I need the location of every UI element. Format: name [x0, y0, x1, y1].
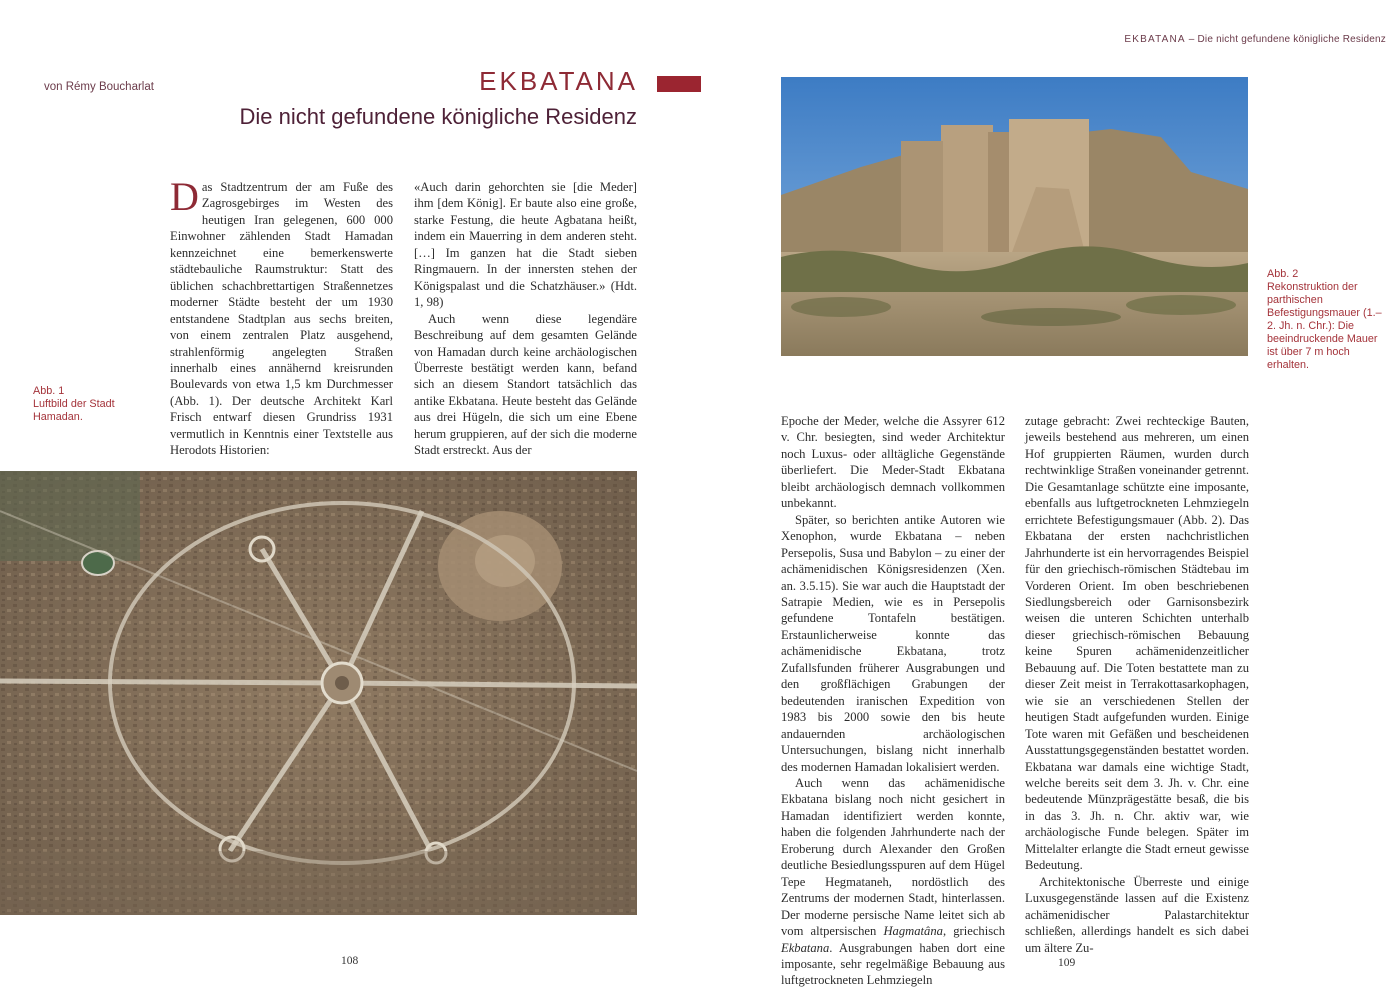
page-number-right: 109: [1058, 957, 1076, 969]
title-accent-bar: [657, 76, 701, 92]
intro-paragraph: [170, 174, 393, 459]
aerial-photo-hamadan: [0, 471, 637, 915]
drop-cap: D: [170, 174, 199, 219]
caption-text: Luftbild der Stadt Hamadan.: [33, 398, 115, 423]
text-run: Auch wenn das achämenidische Ekbatana bislang noch nicht gesichert in Hamadan identifiziert werden konnte, haben die folgenden Jahrhunderte nach der Eroberung durch Alexander den Großen deutliche Besiedlungsspuren auf dem Hügel Tepe Hegmataneh, nordöstlich des Zentrums der modernen Stadt, hinterlassen. Der moderne persische Name leitet sich ab vom altpersischen: [781, 775, 1005, 939]
left-column-1: [170, 174, 393, 459]
left-column-2: [414, 179, 637, 459]
right-column-2: [1025, 413, 1249, 956]
caption-text: Rekonstruktion der parthischen Befestigungsmauer (1.–2. Jh. n. Chr.): Die beeindruckende Mauer ist über 7 m hoch erhalten.: [1267, 281, 1382, 371]
wall-photo-graphic: [781, 77, 1248, 356]
running-header-subtitle: – Die nicht gefundene königliche Residenz: [1185, 34, 1386, 45]
article-title: EKBATANA: [479, 66, 638, 96]
herodotus-quote: «Auch darin gehorchten sie [die Meder] ihm [dem König]. Er baute also eine große, starke Festung, die heute Agbatana heißt, indem ein Mauerring in dem anderen steht. […] Im ganzen hat die Stadt sieben Ringmauern. In der innersten stehen der Königspalast und die Schatzhäuser.» (Hdt. 1, 98): [414, 180, 637, 310]
running-header: [1124, 34, 1386, 45]
paragraph: Auch wenn diese legendäre Beschreibung auf dem gesamten Gelände von Hamadan durch keine archäologischen Überreste bestätigt werden kann, befand sich an diesem Standort tatsächlich das antike Ekbatana. Heute besteht das Gelände aus drei Hügeln, die sich um eine Ebene herum gruppieren, auf der sich die moderne Stadt erstreckt. Aus der: [414, 311, 637, 458]
aerial-photo-graphic: [0, 471, 637, 915]
paragraph: Später, so berichten antike Autoren wie Xenophon, wurde Ekbatana – neben Persepolis, Susa und Babylon – zu einer der achämenidischen Königsresidenzen (Xen. an. 3.5.15). Sie war auch die Hauptstadt der Satrapie Medien, wie es in Persepolis gefundene Tontafeln bestätigen. Erstaunlicherweise konnte das achämenidische Ekbatana, trotz Zufallsfunden früherer Ausgrabungen und den großflächigen Grabungen der bedeutenden iranischen Expedition von 1983 bis 2000 sowie den bis heute andauernden archäologischen Untersuchungen, bislang nicht innerhalb des modernen Hamadan lokalisiert werden.: [781, 512, 1005, 774]
right-column-1: [781, 413, 1005, 989]
paragraph: Epoche der Meder, welche die Assyrer 612 v. Chr. besiegten, sind weder Architektur noch Luxus- oder alltägliche Gegenstände überliefert. Die Meder-Stadt Ekbatana bleibt archäologisch demnach vollkommen unbekannt.: [781, 414, 1005, 511]
paragraph: Architektonische Überreste und einige Luxusgegenstände lassen auf die Existenz achämenidischer Palastarchitektur schließen, allerdings handelt es sich dabei um ältere Zu-: [1025, 874, 1249, 955]
running-header-title: EKBATANA: [1124, 34, 1186, 45]
article-subtitle: Die nicht gefundene königliche Residenz: [239, 104, 637, 129]
caption-label: Abb. 1: [33, 385, 65, 397]
caption-abb-1: [33, 385, 133, 424]
paragraph: zutage gebracht: Zwei rechteckige Bauten, jeweils bestehend aus mehreren, um einen Hof gruppierten Räumen, wurden durch rechtwinklige Straßen voneinander getrennt. Die Gesamtanlage schützte eine imposante, ebenfalls aus luftgetrockneten Lehmziegeln errichtete Befestigungsmauer (Abb. 2). Das Ekbatana der ersten nachchristlichen Jahrhunderte ist ein hervorragendes Beispiel für den griechisch-römischen Städtebau im Vorderen Orient. Im oben beschriebenen Siedlungsbereich oder Garnisonsbezirk weisen die unteren Schichten unterhalb dieser griechisch-römischen Bebauung keine Spuren achämenidenzeitlicher Bebauung auf. Die Toten bestattete man zu dieser Zeit meist in Terrakottasarkophagen, wie sie an verschiedenen Stellen der heutigen Stadt aufgefunden wurden. Einige Tote waren mit Gefäßen und bescheidenen Ausstattungsgegenständen bestattet worden. Ekbatana war damals eine wichtige Stadt, welche bereits seit dem 3. Jh. v. Chr. eine bedeutende Münzprägestätte besaß, die bis in das 3. Jh. n. Chr. aktiv war, wie archäologische Funde belegen. Später im Mittelalter erlangte die Stadt erneut gewisse Bedeutung.: [1025, 414, 1249, 873]
italic-term: Hagmatâna: [883, 924, 943, 939]
author-line: von Rémy Boucharlat: [44, 81, 154, 93]
page-number-left: 108: [341, 955, 359, 967]
paragraph: [781, 775, 1005, 989]
caption-abb-2: [1267, 268, 1387, 372]
fortification-wall-photo: [781, 77, 1248, 356]
text-run: . Ausgrabungen haben dort eine imposante, sehr regelmäßige Bebauung aus luftgetrockneten Lehmziegeln: [781, 940, 1005, 988]
text-run: , griechisch: [942, 924, 1005, 939]
intro-paragraph-text: as Stadtzentrum der am Fuße des Zagrosgebirges im Westen des heutigen Iran gelegenen, 600 000 Einwohner zählenden Stadt Hamadan kennzeichnet eine bemerkenswerte städtebauliche Raumstruktur: Statt des üblichen schachbrettartigen Straßennetzes moderner Städte besteht der um 1930 entstandene Stadtplan aus sechs breiten, von einem zentralen Platz ausgehend, strahlenförmig angelegten Straßen innerhalb eines annähernd kreisrunden Boulevards von etwa 1,5 km Durchmesser (Abb. 1). Der deutsche Architekt Karl Frisch entwarf diesen Grundriss 1931 vermutlich in Kenntnis einer Textstelle aus Herodots Historien:: [170, 180, 393, 458]
italic-term: Ekbatana: [781, 940, 830, 955]
caption-label: Abb. 2: [1267, 268, 1299, 280]
